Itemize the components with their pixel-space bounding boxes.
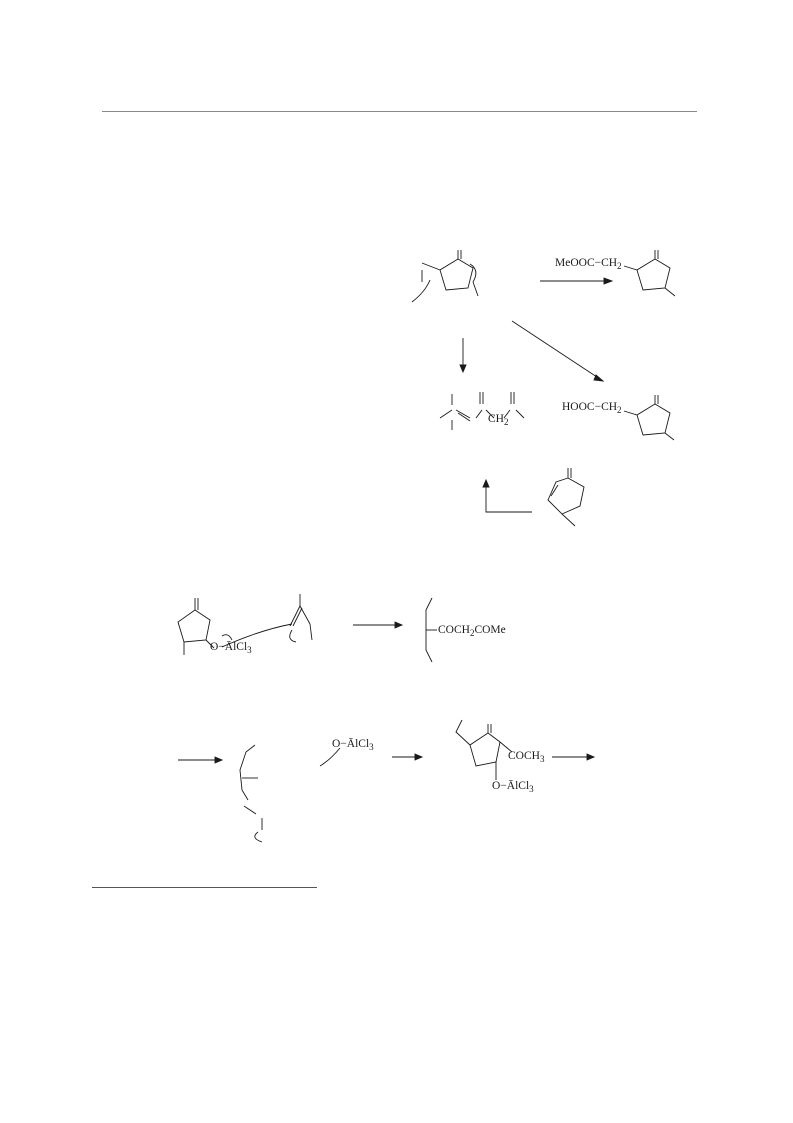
footnote-rule bbox=[92, 887, 317, 888]
ring-3 bbox=[178, 610, 210, 642]
label-o-alcl3: O−ĀlCl$_3$ bbox=[210, 641, 252, 655]
label-hooc-ch2: $HOOC-CH_2$ bbox=[562, 401, 622, 415]
label-coch3: $COCH_3$ bbox=[508, 750, 545, 764]
label-ch2: $CH_2$ bbox=[488, 413, 509, 427]
label-meooc-ch2: $MeOOC-CH_2$ bbox=[555, 257, 622, 271]
label-o-alcl3: O−ĀlCl$_3$ bbox=[332, 738, 374, 752]
label-coch2come: $COCH_2COMe$ bbox=[438, 624, 506, 638]
arrow-16 bbox=[320, 748, 340, 766]
chain-16 bbox=[240, 745, 255, 800]
label-o-alcl3: O−ĀlCl$_3$ bbox=[492, 780, 534, 794]
ring-17 bbox=[470, 733, 500, 766]
